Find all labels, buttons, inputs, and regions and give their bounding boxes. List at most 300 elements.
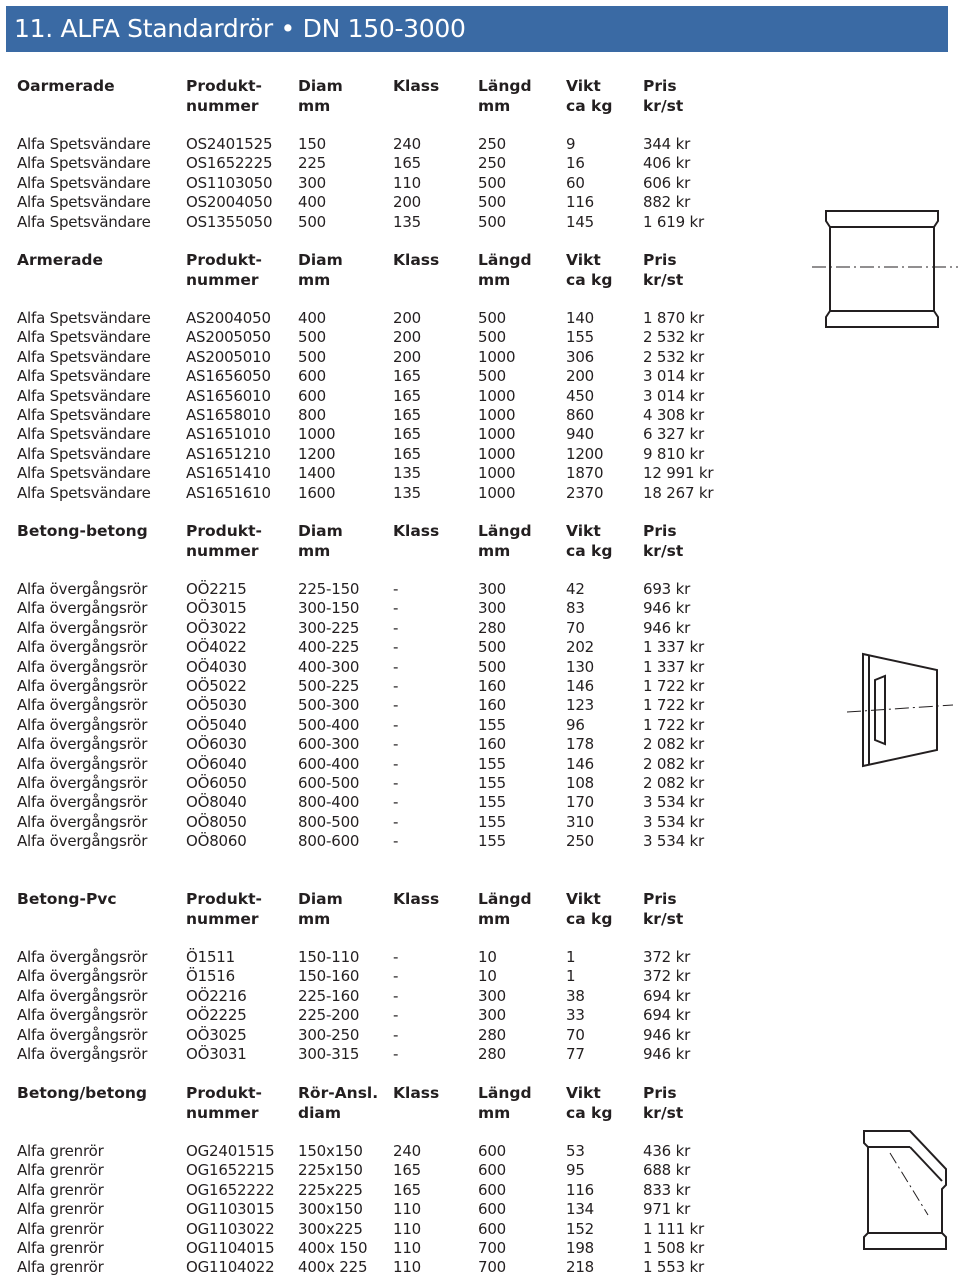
table-cell: OÖ6030 (186, 735, 247, 754)
column-header: nummer (186, 910, 259, 928)
table-row (0, 1005, 800, 1025)
table-cell: Alfa övergångsrör (17, 1025, 148, 1044)
table-cell: 155 (566, 328, 595, 347)
table-cell: 1000 (478, 444, 516, 463)
table-cell: 70 (566, 1025, 585, 1044)
table-cell: 155 (478, 754, 507, 773)
table-row (0, 444, 800, 464)
table-cell: OS1355050 (186, 212, 273, 231)
table-cell: AS1651610 (186, 483, 271, 502)
table-cell: 310 (566, 812, 595, 831)
table-cell: AS2005010 (186, 347, 271, 366)
table-cell: OÖ3025 (186, 1025, 247, 1044)
column-header: Produkt- (186, 1084, 262, 1102)
table-cell: OG1652222 (186, 1180, 275, 1199)
table-cell: 940 (566, 425, 595, 444)
page-title: 11. ALFA Standardrör • DN 150-3000 (14, 14, 466, 43)
table-cell: 694 kr (643, 1006, 691, 1025)
table-row (0, 831, 800, 851)
table-cell: 1200 (298, 444, 336, 463)
table-cell: OÖ5022 (186, 677, 247, 695)
table-cell: 700 (478, 1258, 507, 1277)
table-cell: 250 (478, 135, 507, 153)
table-row (0, 153, 800, 173)
table-cell: AS1656010 (186, 386, 271, 405)
table-cell: 10 (478, 967, 497, 986)
table-cell: AS1651410 (186, 464, 271, 483)
table-cell: Alfa grenrör (17, 1258, 104, 1277)
table-cell: Alfa övergångsrör (17, 1006, 148, 1025)
column-header: Vikt (566, 522, 601, 540)
table-cell: Alfa grenrör (17, 1219, 104, 1238)
table-cell: Alfa övergångsrör (17, 774, 148, 792)
table-row (0, 173, 800, 193)
table-cell: Alfa övergångsrör (17, 715, 148, 734)
table-cell: 400 (298, 309, 327, 327)
table-cell: 53 (566, 1142, 585, 1160)
page-title-banner (6, 6, 948, 52)
table-cell: 300 (298, 173, 327, 192)
table-cell: 150 (298, 135, 327, 153)
table-cell: OÖ8060 (186, 832, 247, 851)
column-header: Vikt (566, 1084, 601, 1102)
table-cell: AS2004050 (186, 309, 271, 327)
table-cell: Alfa Spetsvändare (17, 444, 151, 463)
section-header-second-line (0, 270, 800, 290)
column-header: Pris (643, 1084, 677, 1102)
table-cell: 134 (566, 1200, 595, 1219)
table-cell: 12 991 kr (643, 464, 714, 483)
table-cell: 225 (298, 154, 327, 173)
table-cell: 165 (393, 386, 422, 405)
table-cell: 150x150 (298, 1142, 363, 1160)
table-cell: OS1652225 (186, 154, 273, 173)
table-cell: 450 (566, 386, 595, 405)
column-header: Produkt- (186, 251, 262, 269)
table-row (0, 347, 800, 367)
section-title: Oarmerade (17, 77, 115, 95)
section-title: Armerade (17, 251, 104, 269)
table-cell: - (393, 793, 399, 812)
column-header: mm (298, 910, 331, 928)
table-cell: Alfa Spetsvändare (17, 135, 151, 153)
table-cell: 250 (566, 832, 595, 851)
table-cell: OÖ6040 (186, 754, 247, 773)
table-cell: Alfa Spetsvändare (17, 367, 151, 386)
table-cell: 860 (566, 406, 595, 424)
table-cell: 1200 (566, 444, 604, 463)
column-header: Vikt (566, 251, 601, 269)
table-cell: OG1104022 (186, 1258, 275, 1277)
table-cell: 280 (478, 1025, 507, 1044)
table-cell: Alfa Spetsvändare (17, 425, 151, 444)
table-cell: 200 (393, 309, 422, 327)
table-cell: 170 (566, 793, 595, 812)
table-cell: Alfa övergångsrör (17, 580, 148, 598)
table-cell: 2 082 kr (643, 774, 704, 792)
table-cell: - (393, 599, 399, 618)
section-header-second-line (0, 909, 800, 929)
table-row (0, 947, 800, 967)
table-cell: 1870 (566, 464, 604, 483)
table-row (0, 773, 800, 793)
table-cell: 372 kr (643, 948, 691, 966)
table-cell: 83 (566, 599, 585, 618)
table-row (0, 386, 800, 406)
table-cell: 500-225 (298, 677, 360, 695)
table-cell: 372 kr (643, 967, 691, 986)
table-cell: 500 (478, 638, 507, 657)
column-header: Produkt- (186, 522, 262, 540)
table-cell: Alfa Spetsvändare (17, 212, 151, 231)
table-cell: 225-150 (298, 580, 360, 598)
table-cell: 1 619 kr (643, 212, 704, 231)
table-cell: - (393, 696, 399, 715)
table-cell: 240 (393, 135, 422, 153)
table-cell: 150-110 (298, 948, 360, 966)
table-row (0, 1044, 800, 1064)
table-cell: 155 (478, 812, 507, 831)
table-cell: 600 (478, 1142, 507, 1160)
table-row (0, 734, 800, 754)
table-cell: 152 (566, 1219, 595, 1238)
table-cell: 225x225 (298, 1180, 363, 1199)
table-cell: Alfa grenrör (17, 1180, 104, 1199)
table-cell: OÖ8050 (186, 812, 247, 831)
table-cell: - (393, 657, 399, 676)
table-cell: - (393, 812, 399, 831)
table-cell: OG1103015 (186, 1200, 275, 1219)
column-header: mm (298, 542, 331, 560)
table-row (0, 657, 800, 677)
table-cell: OS1103050 (186, 173, 273, 192)
table-row (0, 366, 800, 386)
table-cell: - (393, 1045, 399, 1063)
table-cell: OÖ4022 (186, 638, 247, 657)
table-cell: Alfa övergångsrör (17, 735, 148, 754)
table-cell: 178 (566, 735, 595, 754)
table-cell: 165 (393, 154, 422, 173)
table-cell: Alfa övergångsrör (17, 599, 148, 618)
table-cell: 400 (298, 193, 327, 212)
table-row (0, 966, 800, 986)
table-cell: 833 kr (643, 1180, 691, 1199)
table-cell: 946 kr (643, 1045, 691, 1063)
table-cell: 300 (478, 599, 507, 618)
column-header: kr/st (643, 910, 684, 928)
table-cell: OÖ2215 (186, 580, 247, 598)
table-cell: 280 (478, 1045, 507, 1063)
table-cell: 1 508 kr (643, 1239, 704, 1257)
column-header: Klass (393, 522, 440, 540)
table-cell: 146 (566, 754, 595, 773)
table-cell: 60 (566, 173, 585, 192)
section-header (0, 250, 800, 270)
table-cell: 3 534 kr (643, 793, 704, 812)
table-cell: Alfa Spetsvändare (17, 347, 151, 366)
column-header: Längd (478, 1084, 532, 1102)
table-cell: 600 (478, 1180, 507, 1199)
table-cell: 3 534 kr (643, 832, 704, 851)
table-cell: 800-400 (298, 793, 360, 812)
table-cell: - (393, 677, 399, 695)
table-row (0, 483, 800, 503)
table-row (0, 1160, 800, 1180)
table-cell: 946 kr (643, 1025, 691, 1044)
table-cell: 146 (566, 677, 595, 695)
table-cell: 4 308 kr (643, 406, 704, 424)
column-header: Produkt- (186, 890, 262, 908)
table-cell: 300-150 (298, 599, 360, 618)
table-cell: Alfa Spetsvändare (17, 309, 151, 327)
table-cell: 155 (478, 774, 507, 792)
table-cell: 500 (478, 173, 507, 192)
table-row (0, 1199, 800, 1219)
table-cell: AS1658010 (186, 406, 271, 424)
table-cell: AS1656050 (186, 367, 271, 386)
table-cell: Ö1516 (186, 967, 235, 986)
section-header-second-line (0, 541, 800, 561)
column-header: Pris (643, 77, 677, 95)
column-header: Diam (298, 77, 343, 95)
table-cell: 600 (478, 1200, 507, 1219)
table-cell: 9 (566, 135, 576, 153)
table-cell: - (393, 1006, 399, 1025)
table-cell: 198 (566, 1239, 595, 1257)
table-cell: 600 (298, 386, 327, 405)
column-header: mm (298, 97, 331, 115)
table-cell: 500-300 (298, 696, 360, 715)
column-header: mm (478, 271, 511, 289)
table-cell: 77 (566, 1045, 585, 1063)
table-cell: 33 (566, 1006, 585, 1025)
table-cell: 406 kr (643, 154, 691, 173)
table-cell: 1 337 kr (643, 638, 704, 657)
table-cell: Alfa Spetsvändare (17, 328, 151, 347)
table-cell: 16 (566, 154, 585, 173)
column-header: nummer (186, 1104, 259, 1122)
table-cell: 135 (393, 483, 422, 502)
table-cell: 300 (478, 1006, 507, 1025)
table-cell: 165 (393, 444, 422, 463)
table-cell: 600 (478, 1161, 507, 1180)
table-row (0, 754, 800, 774)
table-cell: 3 014 kr (643, 386, 704, 405)
table-cell: 1 870 kr (643, 309, 704, 327)
table-cell: Alfa övergångsrör (17, 696, 148, 715)
table-cell: - (393, 618, 399, 637)
table-cell: 165 (393, 1180, 422, 1199)
table-cell: Alfa Spetsvändare (17, 386, 151, 405)
column-header: Klass (393, 890, 440, 908)
table-cell: OÖ2225 (186, 1006, 247, 1025)
table-row (0, 637, 800, 657)
table-cell: 110 (393, 1258, 422, 1277)
table-cell: Alfa Spetsvändare (17, 464, 151, 483)
section-title: Betong-Pvc (17, 890, 117, 908)
column-header: mm (478, 1104, 511, 1122)
table-row (0, 1238, 800, 1258)
table-cell: OG1652215 (186, 1161, 275, 1180)
table-cell: 1 (566, 948, 576, 966)
column-header: mm (478, 97, 511, 115)
table-cell: 160 (478, 735, 507, 754)
table-cell: Alfa grenrör (17, 1200, 104, 1219)
table-row (0, 986, 800, 1006)
column-header: Diam (298, 251, 343, 269)
table-cell: 300x150 (298, 1200, 363, 1219)
table-cell: Alfa övergångsrör (17, 832, 148, 851)
table-cell: 155 (478, 832, 507, 851)
table-cell: 436 kr (643, 1142, 691, 1160)
column-header: Klass (393, 77, 440, 95)
table-cell: 160 (478, 696, 507, 715)
table-row (0, 695, 800, 715)
table-cell: 250 (478, 154, 507, 173)
table-cell: 500 (478, 193, 507, 212)
table-cell: 150-160 (298, 967, 360, 986)
table-cell: OG1104015 (186, 1239, 275, 1257)
column-header: nummer (186, 542, 259, 560)
table-row (0, 812, 800, 832)
table-row (0, 327, 800, 347)
table-cell: Alfa övergångsrör (17, 967, 148, 986)
section-header (0, 1083, 800, 1103)
table-cell: 600 (298, 367, 327, 386)
table-cell: 1000 (298, 425, 336, 444)
table-cell: 2 082 kr (643, 735, 704, 754)
table-cell: 165 (393, 1161, 422, 1180)
table-row (0, 598, 800, 618)
column-header: Längd (478, 77, 532, 95)
section-title: Betong/betong (17, 1084, 147, 1102)
table-cell: 1 111 kr (643, 1219, 704, 1238)
column-header: ca kg (566, 542, 613, 560)
table-cell: - (393, 735, 399, 754)
table-cell: 3 014 kr (643, 367, 704, 386)
table-cell: 500 (478, 212, 507, 231)
table-cell: 971 kr (643, 1200, 691, 1219)
table-cell: 600 (478, 1219, 507, 1238)
table-cell: Alfa Spetsvändare (17, 154, 151, 173)
table-cell: - (393, 580, 399, 598)
table-row (0, 134, 800, 154)
section-header (0, 521, 800, 541)
table-cell: Alfa övergångsrör (17, 1045, 148, 1063)
table-cell: Alfa övergångsrör (17, 986, 148, 1005)
straight-pipe-icon (810, 205, 960, 335)
section-header-second-line (0, 96, 800, 116)
table-cell: 306 (566, 347, 595, 366)
table-cell: 18 267 kr (643, 483, 714, 502)
table-cell: 96 (566, 715, 585, 734)
table-cell: 42 (566, 580, 585, 598)
table-cell: 70 (566, 618, 585, 637)
column-header: Längd (478, 890, 532, 908)
table-cell: 165 (393, 367, 422, 386)
table-cell: - (393, 774, 399, 792)
table-cell: 1 337 kr (643, 657, 704, 676)
table-cell: 300-225 (298, 618, 360, 637)
table-cell: OÖ5030 (186, 696, 247, 715)
table-cell: 500 (478, 367, 507, 386)
table-cell: 500 (298, 328, 327, 347)
table-cell: 123 (566, 696, 595, 715)
table-cell: AS1651210 (186, 444, 271, 463)
table-cell: Alfa Spetsvändare (17, 483, 151, 502)
table-row (0, 1025, 800, 1045)
table-cell: 300x225 (298, 1219, 363, 1238)
table-cell: Alfa Spetsvändare (17, 173, 151, 192)
table-cell: 688 kr (643, 1161, 691, 1180)
table-cell: 946 kr (643, 599, 691, 618)
table-cell: 400-300 (298, 657, 360, 676)
table-row (0, 676, 800, 696)
column-header: Längd (478, 522, 532, 540)
table-cell: 130 (566, 657, 595, 676)
table-cell: 500 (298, 212, 327, 231)
table-cell: 1 722 kr (643, 677, 704, 695)
table-cell: 700 (478, 1239, 507, 1257)
column-header: ca kg (566, 910, 613, 928)
table-cell: Alfa övergångsrör (17, 812, 148, 831)
table-cell: 10 (478, 948, 497, 966)
table-row (0, 1141, 800, 1161)
table-cell: Alfa övergångsrör (17, 638, 148, 657)
table-cell: 165 (393, 425, 422, 444)
section-title: Betong-betong (17, 522, 148, 540)
table-cell: 3 534 kr (643, 812, 704, 831)
column-header: kr/st (643, 542, 684, 560)
table-cell: 6 327 kr (643, 425, 704, 444)
table-cell: 800 (298, 406, 327, 424)
section-header-second-line (0, 1103, 800, 1123)
table-cell: 300-315 (298, 1045, 360, 1063)
column-header: mm (478, 542, 511, 560)
column-header: Diam (298, 522, 343, 540)
table-cell: OG2401515 (186, 1142, 275, 1160)
table-cell: 300 (478, 986, 507, 1005)
section-header (0, 76, 800, 96)
table-cell: Alfa Spetsvändare (17, 406, 151, 424)
table-cell: - (393, 715, 399, 734)
table-row (0, 715, 800, 735)
table-row (0, 192, 800, 212)
table-cell: 9 810 kr (643, 444, 704, 463)
table-cell: 200 (393, 328, 422, 347)
column-header: Pris (643, 890, 677, 908)
column-header: Pris (643, 522, 677, 540)
column-header: nummer (186, 97, 259, 115)
column-header: mm (298, 271, 331, 289)
table-cell: 2 532 kr (643, 328, 704, 347)
table-cell: 108 (566, 774, 595, 792)
table-cell: 500 (478, 328, 507, 347)
table-cell: 110 (393, 1219, 422, 1238)
table-cell: - (393, 832, 399, 851)
table-cell: 2 532 kr (643, 347, 704, 366)
table-cell: 218 (566, 1258, 595, 1277)
reducer-pipe-icon (845, 650, 955, 770)
column-header: Diam (298, 890, 343, 908)
table-cell: 500-400 (298, 715, 360, 734)
table-cell: - (393, 638, 399, 657)
table-row (0, 618, 800, 638)
table-cell: 116 (566, 1180, 595, 1199)
table-cell: 600-300 (298, 735, 360, 754)
column-header: Pris (643, 251, 677, 269)
table-cell: 606 kr (643, 173, 691, 192)
